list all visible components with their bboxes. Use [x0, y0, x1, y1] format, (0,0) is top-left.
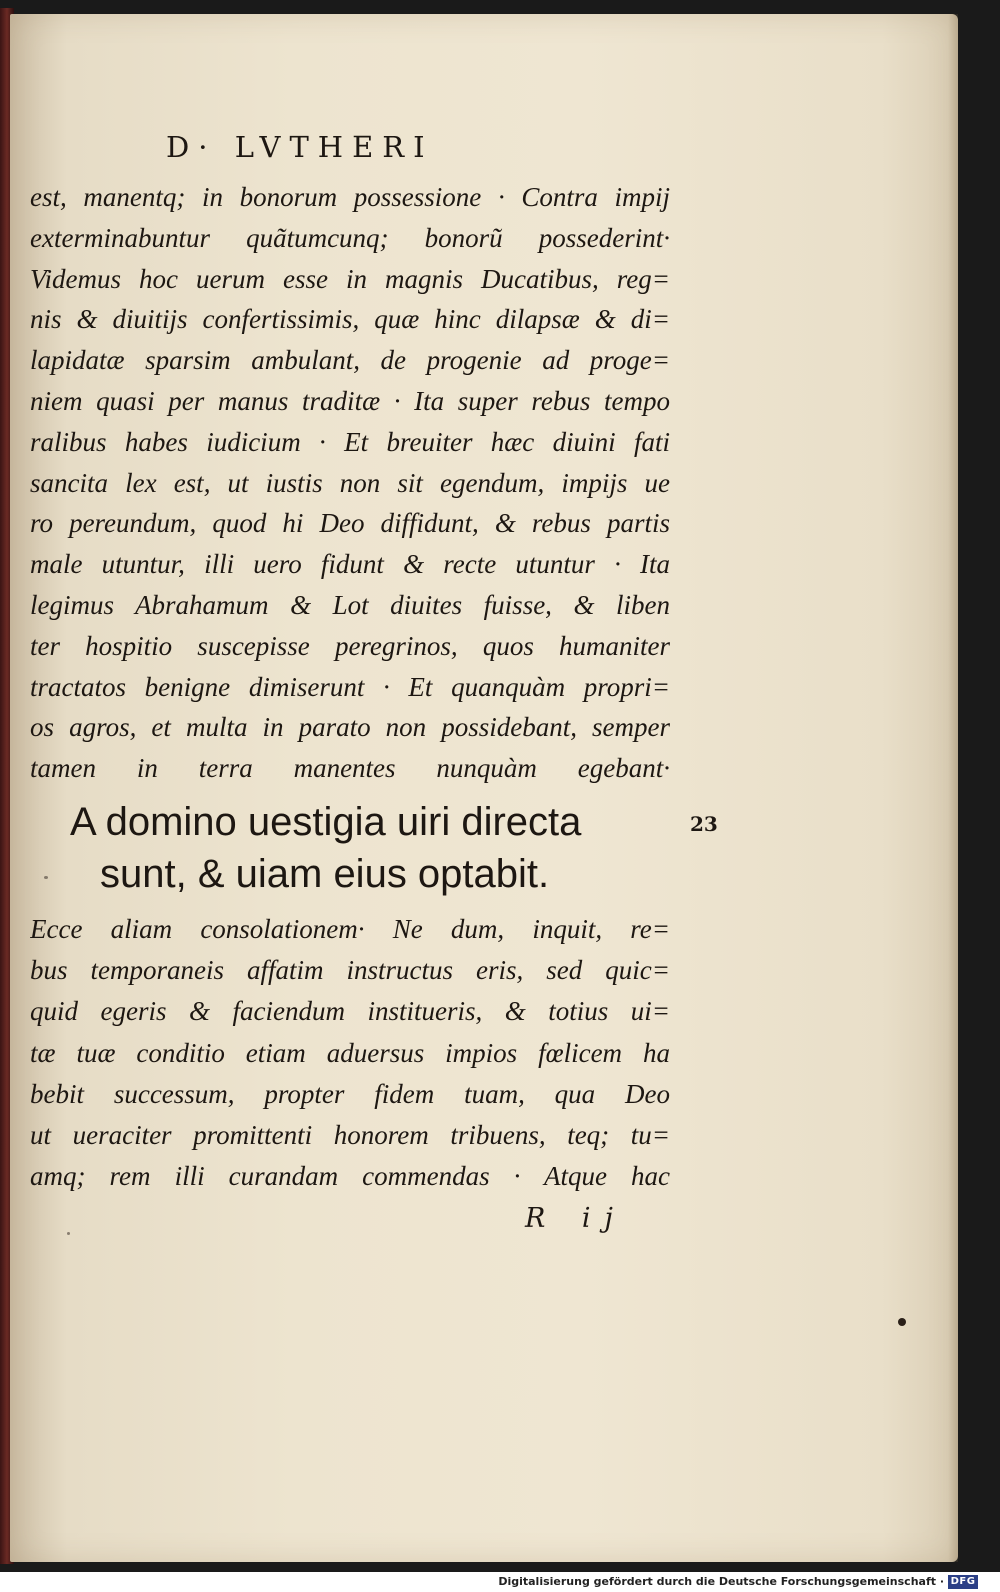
- text-line: ro pereundum, quod hi Deo diffidunt, & rebus partis: [30, 508, 670, 539]
- dfg-logo: DFG: [948, 1575, 978, 1589]
- text-line: ralibus habes iudicium · Et breuiter hæc diuini fati: [30, 426, 670, 457]
- ink-speck: [67, 1232, 70, 1235]
- body-text-lower: [30, 909, 670, 1197]
- text-line: Ecce aliam consolationem· Ne dum, inquit, re=: [30, 914, 670, 944]
- text-line: legimus Abrahamum & Lot diuites fuisse, & liben: [30, 589, 670, 620]
- text-line: tæ tuæ conditio etiam aduersus impios fœlicem ha: [30, 1037, 670, 1068]
- text-line: ut ueraciter promittenti honorem tribuens, teq; tu=: [30, 1119, 670, 1150]
- text-line: sancita lex est, ut iustis non sit egendum, impijs ue: [30, 467, 670, 498]
- verse-number: 23: [690, 812, 718, 836]
- footer-bar: [0, 1572, 1000, 1592]
- ink-speck: [898, 1318, 906, 1326]
- text-line: bus temporaneis affatim instructus eris, sed quic=: [30, 955, 670, 986]
- text-line: exterminabuntur quãtumcunq; bonorũ possederint·: [30, 222, 670, 253]
- text-line: nis & diuitijs confertissimis, quæ hinc dilapsæ & di=: [30, 304, 670, 335]
- text-line: quid egeris & faciendum institueris, & totius ui=: [30, 996, 670, 1027]
- signature-mark: R ij: [525, 1203, 627, 1234]
- text-line: tractatos benigne dimiserunt · Et quanquàm propri=: [30, 671, 670, 702]
- page-edge-shadow: [948, 14, 958, 1562]
- verse-line: sunt, & uiam eius optabit.: [100, 852, 550, 896]
- text-line: bebit successum, propter fidem tuam, qua Deo: [30, 1078, 670, 1109]
- text-line: niem quasi per manus traditæ · Ita super rebus tempo: [30, 385, 670, 416]
- text-line: male utuntur, illi uero fidunt & recte utuntur · Ita: [30, 549, 670, 580]
- text-line: est, manentq; in bonorum possessione · Contra impij: [30, 182, 670, 212]
- text-line: lapidatæ sparsim ambulant, de progenie ad proge=: [30, 345, 670, 376]
- text-line: ter hospitio suscepisse peregrinos, quos humaniter: [30, 630, 670, 661]
- text-line: Videmus hoc uerum esse in magnis Ducatibus, reg=: [30, 263, 670, 294]
- footer-credit: Digitalisierung gefördert durch die Deutsche Forschungsgemeinschaft ·: [498, 1575, 944, 1588]
- text-line: tamen in terra manentes nunquàm egebant·: [30, 753, 670, 784]
- verse-line: A domino uestigia uiri directa: [70, 800, 582, 844]
- text-line: amq; rem illi curandam commendas · Atque hac: [30, 1161, 670, 1192]
- text-line: os agros, et multa in parato non possidebant, semper: [30, 712, 670, 743]
- body-text-upper: [30, 177, 670, 789]
- running-head: D· LVTHERI: [166, 130, 434, 164]
- verse-heading: [70, 796, 581, 900]
- ink-speck: [44, 876, 48, 879]
